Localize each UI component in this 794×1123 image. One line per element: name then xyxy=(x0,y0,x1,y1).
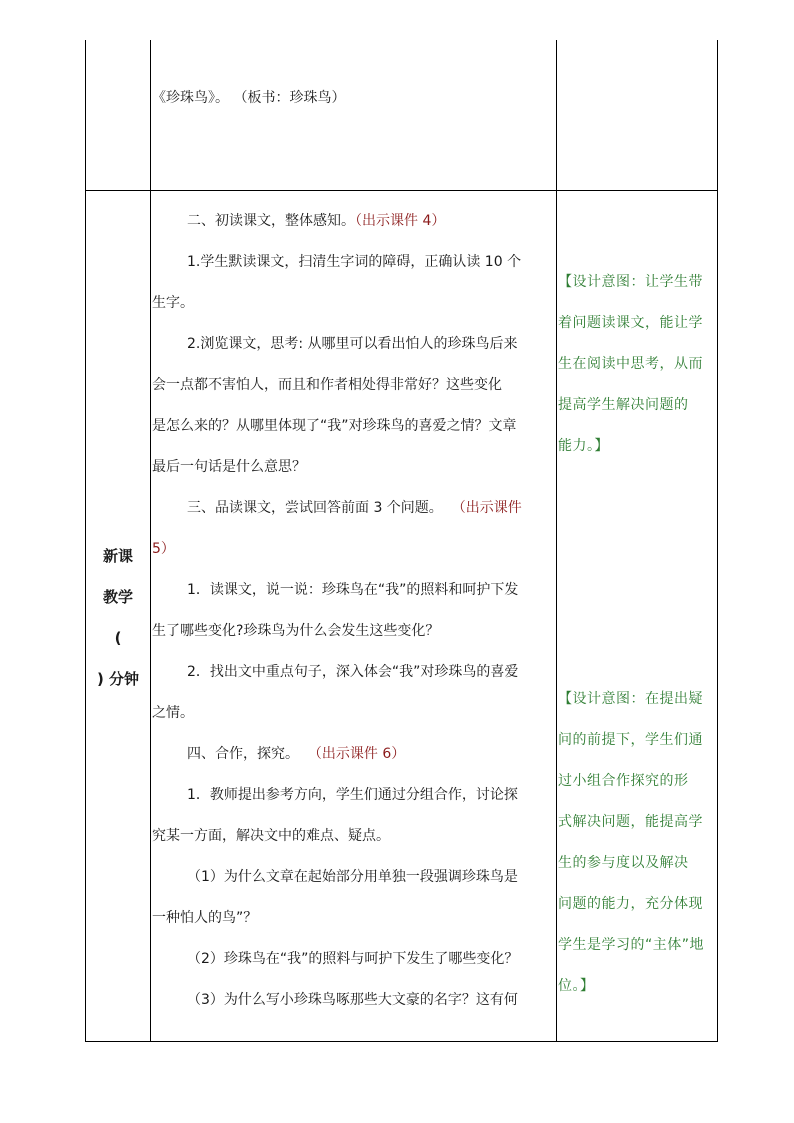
paragraph-2-cont: 会一点都不害怕人，而且和作者相处得非常好？这些变化 xyxy=(152,377,502,393)
section-3-heading: 三、品读课文，尝试回答前面 3 个问题。 （出示课件 xyxy=(187,500,522,516)
question-1: 1．读课文，说一说：珍珠鸟在“我”的照料和呵护下发 xyxy=(187,582,519,598)
paragraph-2-cont: 是怎么来的？从哪里体现了“我”对珍珠鸟的喜爱之情？文章 xyxy=(152,418,517,434)
courseware-ref: （出示课件 xyxy=(451,500,522,516)
courseware-ref-cont: 5） xyxy=(152,541,175,557)
section-label-line: ) 分钟 xyxy=(96,670,140,688)
table-bottom-border xyxy=(85,1041,718,1042)
section-label-line: 新课 xyxy=(102,547,133,565)
section-label xyxy=(88,536,148,700)
section-2-heading: 二、初读课文，整体感知。（出示课件 4） xyxy=(187,213,446,229)
sub-question-3: （3）为什么写小珍珠鸟啄那些大文豪的名字？这有何 xyxy=(187,992,518,1008)
courseware-ref: （出示课件 6） xyxy=(307,746,406,762)
question-2-cont: 之情。 xyxy=(152,705,194,721)
design-note-1: 【设计意图：让学生带 着问题读课文，能让学 生在阅读中思考，从而 提高学生解决问题的 能力。】 xyxy=(558,274,703,454)
sub-question-1-cont: 一种怕人的鸟”？ xyxy=(152,910,258,926)
top-row-text: 《珍珠鸟》。 （板书：珍珠鸟） xyxy=(152,90,346,106)
paragraph-2-cont: 最后一句话是什么意思？ xyxy=(152,459,306,475)
paragraph-2: 2.浏览课文，思考: 从哪里可以看出怕人的珍珠鸟后来 xyxy=(187,336,518,352)
section-4-heading: 四、合作，探究。 （出示课件 6） xyxy=(187,746,406,762)
section-label-line: 教学 xyxy=(102,588,133,606)
question-2: 2．找出文中重点句子，深入体会“我”对珍珠鸟的喜爱 xyxy=(187,664,519,680)
task-1: 1．教师提出参考方向，学生们通过分组合作，讨论探 xyxy=(187,787,518,803)
section-label-line: ( xyxy=(114,629,122,647)
design-note-2: 【设计意图：在提出疑 问的前提下，学生们通 过小组合作探究的形 式解决问题，能提高学 生的参与度以及解决 问题的能力，充分体现 学生是学习的“主体”地 位。】 xyxy=(558,691,705,994)
table-row-divider xyxy=(85,190,718,191)
paragraph-1: 1.学生默读课文，扫清生字词的障碍，正确认读 10 个 xyxy=(187,254,522,270)
sub-question-1: （1）为什么文章在起始部分用单独一段强调珍珠鸟是 xyxy=(187,869,518,885)
sub-question-2: （2）珍珠鸟在“我”的照料与呵护下发生了哪些变化？ xyxy=(187,951,519,967)
task-1-cont: 究某一方面，解决文中的难点、疑点。 xyxy=(152,828,390,844)
question-1-cont: 生了哪些变化?珍珠鸟为什么会发生这些变化？ xyxy=(152,623,440,639)
paragraph-1-cont: 生字。 xyxy=(152,295,194,311)
courseware-ref: （出示课件 4） xyxy=(355,213,446,229)
